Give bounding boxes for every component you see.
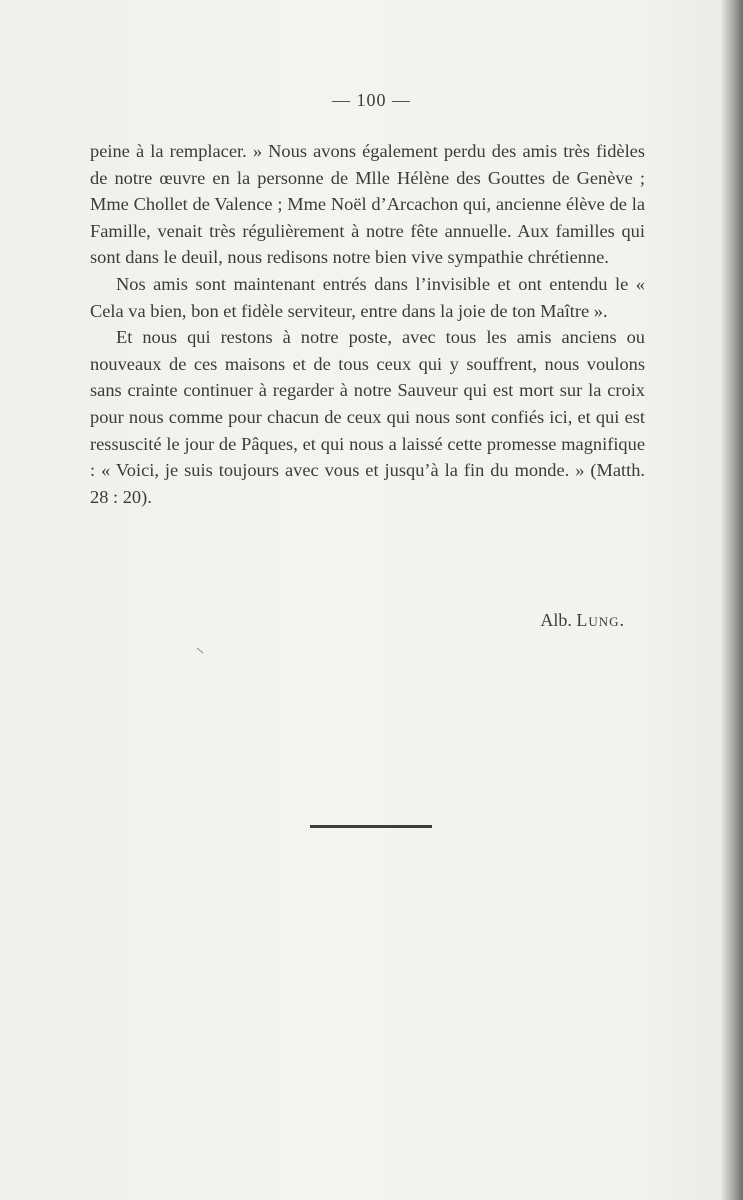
- body-text: [90, 138, 645, 510]
- signature-first-name: Alb.: [540, 610, 572, 630]
- paper-speck: [197, 648, 204, 654]
- paragraph-1: peine à la remplacer. » Nous avons également perdu des amis très fidèles de notre œuvre en la personne de Mlle Hélène des Gouttes de Genève ; Mme Chollet de Valence ; Mme Noël d’Arcachon qui, ancienne élève de la Famille, venait très régulièrement à notre fête annuelle. Aux familles qui sont dans le deuil, nous redisons notre bien vive sympathie chrétienne.: [90, 141, 645, 268]
- paragraph-2: Nos amis sont maintenant entrés dans l’invisible et ont entendu le « Cela va bien, bon et fidèle serviteur, entre dans la joie de ton Maître ».: [90, 273, 645, 321]
- signature: [540, 610, 625, 631]
- paragraph-3: Et nous qui restons à notre poste, avec tous les amis anciens ou nouveaux de ces maisons et de tous ceux qui y souffrent, nous voulons sans crainte continuer à regarder à notre Sauveur qui est mort sur la croix pour nous comme pour chacun de ceux qui nous sont confiés ici, et qui est ressuscité le jour de Pâques, et qui nous a laissé cette promesse magnifique : « Voici, je suis toujours avec vous et jusqu’à la fin du monde. » (Matth. 28 : 20).: [90, 327, 645, 507]
- signature-last-name: Lung.: [576, 610, 625, 630]
- page-number: — 100 —: [332, 90, 411, 110]
- section-end-rule: [310, 825, 432, 828]
